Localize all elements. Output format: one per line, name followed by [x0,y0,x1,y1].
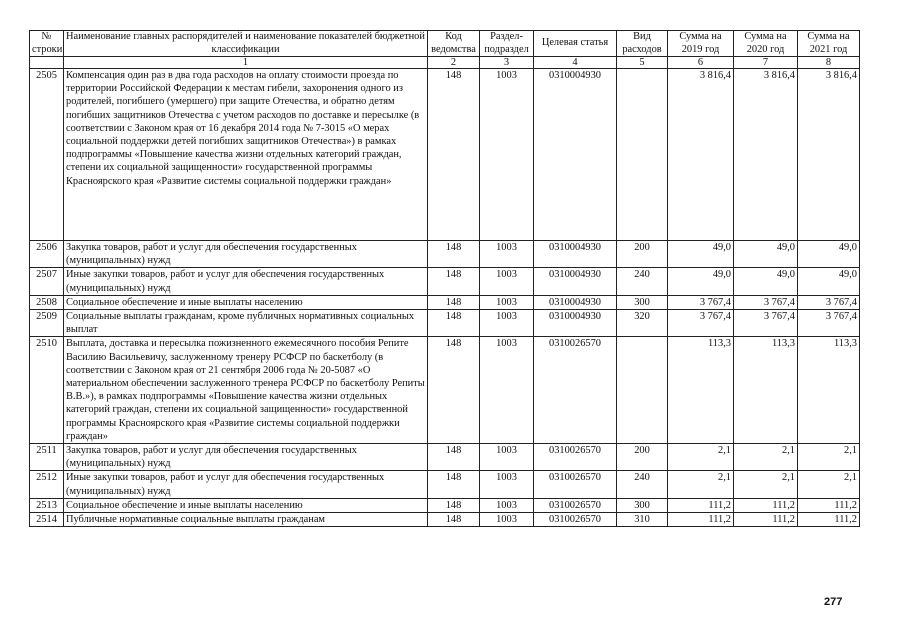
row-number: 2508 [30,295,64,309]
table-row [30,337,860,444]
row-sum-2019: 111,2 [668,498,734,512]
row-section: 1003 [480,69,534,241]
table-row [30,241,860,268]
row-dept-code: 148 [428,268,480,295]
header-sum-2020: Сумма на 2020 год [734,31,798,57]
row-target-article: 0310004930 [534,295,617,309]
row-sum-2020: 3 767,4 [734,295,798,309]
row-sum-2019: 3 767,4 [668,310,734,337]
row-expense-type: 200 [617,444,668,471]
column-number [30,57,64,69]
row-sum-2019: 49,0 [668,268,734,295]
header-dept-code: Код ведомства [428,31,480,57]
column-number: 4 [534,57,617,69]
row-sum-2021: 3 767,4 [798,295,860,309]
row-target-article: 0310026570 [534,337,617,444]
row-target-article: 0310026570 [534,444,617,471]
column-number: 5 [617,57,668,69]
header-row-number: № строки [30,31,64,57]
row-number: 2514 [30,513,64,527]
row-sum-2020: 2,1 [734,471,798,498]
table-row [30,295,860,309]
column-number: 1 [64,57,428,69]
row-section: 1003 [480,513,534,527]
column-number: 2 [428,57,480,69]
budget-table [29,30,860,527]
row-dept-code: 148 [428,69,480,241]
row-expense-type: 200 [617,241,668,268]
header-sum-2019: Сумма на 2019 год [668,31,734,57]
row-number: 2513 [30,498,64,512]
row-sum-2020: 3 816,4 [734,69,798,241]
row-expense-type: 320 [617,310,668,337]
row-sum-2021: 113,3 [798,337,860,444]
row-number: 2511 [30,444,64,471]
row-sum-2019: 2,1 [668,444,734,471]
row-target-article: 0310004930 [534,241,617,268]
row-sum-2021: 49,0 [798,268,860,295]
row-expense-type: 310 [617,513,668,527]
row-sum-2020: 2,1 [734,444,798,471]
row-sum-2019: 111,2 [668,513,734,527]
table-row [30,513,860,527]
row-number: 2510 [30,337,64,444]
row-sum-2021: 49,0 [798,241,860,268]
row-sum-2021: 3 767,4 [798,310,860,337]
row-dept-code: 148 [428,241,480,268]
row-sum-2021: 2,1 [798,444,860,471]
row-target-article: 0310004930 [534,268,617,295]
row-sum-2020: 111,2 [734,513,798,527]
row-sum-2021: 2,1 [798,471,860,498]
row-section: 1003 [480,268,534,295]
row-target-article: 0310004930 [534,310,617,337]
row-name: Закупка товаров, работ и услуг для обеспечения государственных (муниципальных) нужд [64,241,428,268]
column-number: 8 [798,57,860,69]
row-number: 2507 [30,268,64,295]
row-sum-2020: 113,3 [734,337,798,444]
row-sum-2019: 3 816,4 [668,69,734,241]
row-section: 1003 [480,471,534,498]
row-number: 2506 [30,241,64,268]
row-sum-2020: 49,0 [734,268,798,295]
row-sum-2019: 113,3 [668,337,734,444]
row-expense-type: 240 [617,268,668,295]
row-section: 1003 [480,337,534,444]
row-target-article: 0310026570 [534,471,617,498]
header-expense-type: Вид расходов [617,31,668,57]
row-sum-2019: 49,0 [668,241,734,268]
header-sum-2021: Сумма на 2021 год [798,31,860,57]
row-expense-type [617,337,668,444]
row-sum-2021: 111,2 [798,498,860,512]
row-name: Публичные нормативные социальные выплаты гражданам [64,513,428,527]
page-number: 277 [824,596,843,608]
row-name: Социальное обеспечение и иные выплаты населению [64,295,428,309]
row-dept-code: 148 [428,498,480,512]
row-section: 1003 [480,444,534,471]
row-sum-2021: 3 816,4 [798,69,860,241]
row-name: Закупка товаров, работ и услуг для обеспечения государственных (муниципальных) нужд [64,444,428,471]
row-dept-code: 148 [428,295,480,309]
row-section: 1003 [480,295,534,309]
row-section: 1003 [480,241,534,268]
row-name: Иные закупки товаров, работ и услуг для обеспечения государственных (муниципальных) нужд [64,268,428,295]
row-dept-code: 148 [428,337,480,444]
table-row [30,310,860,337]
column-numbers-row [30,57,860,69]
row-sum-2020: 49,0 [734,241,798,268]
row-sum-2021: 111,2 [798,513,860,527]
row-number: 2505 [30,69,64,241]
header-target-article: Целевая статья [534,31,617,57]
column-headers-row [30,31,860,57]
row-number: 2509 [30,310,64,337]
row-target-article: 0310026570 [534,513,617,527]
row-sum-2020: 111,2 [734,498,798,512]
column-number: 7 [734,57,798,69]
row-target-article: 0310004930 [534,69,617,241]
column-number: 3 [480,57,534,69]
row-number: 2512 [30,471,64,498]
table-row [30,471,860,498]
row-name: Компенсация один раз в два года расходов на оплату стоимости проезда по территории Российской Федерации к местам гибели, захоронения одного из родителей, погибшего (умершего) при защите Отечества, и обратно детям погибших защитников Отечества с учетом расходов по доставке и пересылке (в соответствии с Законом края от 16 декабря 2014 года № 7-3015 «О мерах социальной поддержки детей погибших защитников Отечества») в рамках подпрограммы «Повышение качества жизни отдельных категорий граждан, степени их социальной защищенности» государственной программы Красноярского края «Развитие системы социальной поддержки граждан» [64,69,428,241]
table-row [30,69,860,241]
row-name: Социальные выплаты гражданам, кроме публичных нормативных социальных выплат [64,310,428,337]
header-name: Наименование главных распорядителей и наименование показателей бюджетной классификации [64,31,428,57]
row-expense-type: 300 [617,295,668,309]
row-dept-code: 148 [428,310,480,337]
row-name: Социальное обеспечение и иные выплаты населению [64,498,428,512]
row-sum-2019: 2,1 [668,471,734,498]
row-dept-code: 148 [428,444,480,471]
table-row [30,444,860,471]
row-section: 1003 [480,310,534,337]
table-row [30,268,860,295]
row-expense-type: 300 [617,498,668,512]
row-expense-type [617,69,668,241]
row-sum-2019: 3 767,4 [668,295,734,309]
row-dept-code: 148 [428,471,480,498]
row-dept-code: 148 [428,513,480,527]
row-name: Иные закупки товаров, работ и услуг для обеспечения государственных (муниципальных) нужд [64,471,428,498]
table-row [30,498,860,512]
row-expense-type: 240 [617,471,668,498]
column-number: 6 [668,57,734,69]
row-sum-2020: 3 767,4 [734,310,798,337]
row-target-article: 0310026570 [534,498,617,512]
header-section: Раздел-подраздел [480,31,534,57]
row-name: Выплата, доставка и пересылка пожизненного ежемесячного пособия Репите Василию Васильевичу, заслуженному тренеру РСФСР по баскетболу (в соответствии с Законом края от 21 сентября 2006 года № 20-5087 «О материальном обеспечении заслуженного тренера РСФСР по баскетболу Репиты В.В.»), в рамках подпрограммы «Повышение качества жизни отдельных категорий граждан, степени их социальной защищенности» государственной программы Красноярского края «Развитие системы социальной поддержки граждан» [64,337,428,444]
row-section: 1003 [480,498,534,512]
